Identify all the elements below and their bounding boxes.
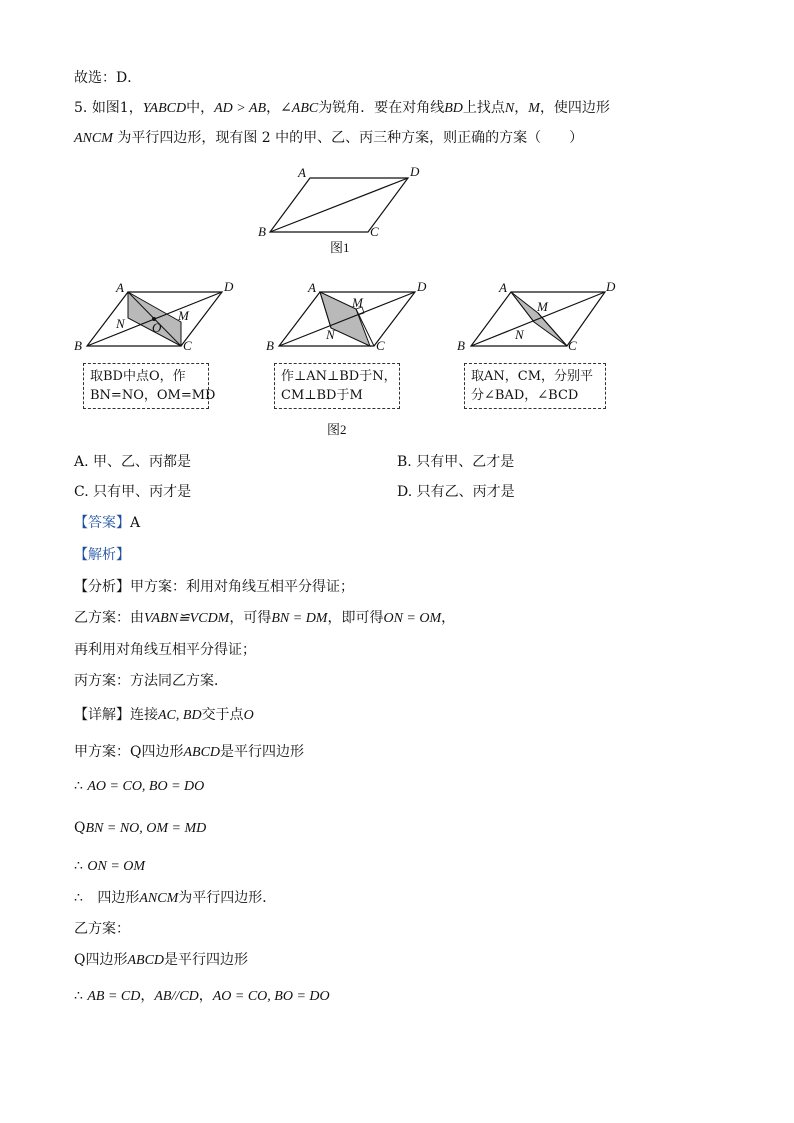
math-ab-parallel-cd: AB//CD: [154, 989, 199, 1004]
math-ab-cd: AB = CD: [87, 989, 141, 1004]
yi-method-line-1: 作⊥AN⊥BD于N，: [281, 369, 397, 384]
fig1-label-d: D: [410, 164, 420, 179]
because-symbol: Q: [74, 952, 86, 968]
jia-label-n: N: [116, 316, 125, 331]
separator: ，: [514, 100, 529, 116]
jia-text: 是平行四边形: [220, 744, 305, 760]
separator: ，: [140, 988, 155, 1004]
question-text: 中，: [186, 100, 215, 116]
jia-method-line-2: BN=NO，OM=MD: [90, 388, 216, 403]
fig1-label-a: A: [298, 165, 306, 180]
answer-previous: 故选：D．: [74, 70, 142, 86]
math-eq1: AO = CO, BO = DO: [87, 779, 205, 794]
fenxi-text: 甲方案：利用对角线互相平分得证；: [130, 579, 354, 595]
answer-value: A: [130, 515, 141, 531]
separator: ，: [198, 988, 213, 1004]
because-symbol: Q: [74, 820, 86, 836]
option-b[interactable]: B. 只有甲、乙才是: [397, 454, 515, 470]
question-text: 为锐角．要在对角线: [318, 100, 445, 116]
question-text: 如图1，: [91, 100, 143, 116]
math-on-om: ON = OM: [383, 611, 442, 626]
jia-label-a: A: [116, 280, 124, 295]
detail-label: 【详解】: [74, 707, 130, 723]
math-angle-abc: ∠ABC: [280, 101, 319, 116]
conclusion-text: 为平行四边形．: [178, 890, 277, 906]
yi-label-b: B: [266, 338, 274, 353]
question-text: ，使四边形: [539, 100, 610, 116]
yi-given-text: 四边形: [85, 952, 128, 968]
because-symbol: Q: [130, 744, 142, 760]
figure-1: [258, 164, 420, 255]
bing-label-c: C: [568, 338, 577, 353]
math-ancm: ANCM: [74, 131, 113, 146]
jia-method-line-1: 取BD中点O，作: [90, 369, 186, 384]
jia-label-b: B: [74, 338, 82, 353]
option-d[interactable]: D. 只有乙、丙才是: [397, 484, 515, 500]
bing-label-n: N: [515, 327, 524, 342]
eq3-line: [74, 856, 145, 877]
jia-label-m: M: [178, 308, 189, 323]
analysis-label: 【解析】: [74, 547, 130, 563]
math-bn-dm: BN = DM: [271, 611, 328, 626]
separator: ，: [266, 100, 281, 116]
eq1-line: [74, 776, 204, 797]
jia-head: 甲方案：: [74, 744, 130, 760]
math-abcd: ABCD: [127, 953, 165, 968]
question-text: 为平行四边形，现有图 2 中的甲、乙、丙三种方案，则正确的方案（ ）: [117, 130, 584, 146]
math-ac-bd: AC, BD: [158, 708, 202, 723]
answer-label: 【答案】: [74, 515, 130, 531]
math-ao-co-bo-do: AO = CO, BO = DO: [212, 989, 330, 1004]
bing-label-d: D: [606, 279, 616, 294]
detail-line: [74, 705, 254, 726]
jia-method-box: [83, 363, 216, 409]
conclusion-text: 四边形: [97, 890, 140, 906]
yi-label-n: N: [326, 327, 335, 342]
figure-2-yi: [266, 279, 427, 353]
conclusion-line: [74, 888, 276, 909]
jia-head-line: [74, 742, 304, 763]
fig2-caption: 图2: [327, 422, 347, 437]
yi-analysis-text: 乙方案：由: [74, 610, 144, 626]
therefore-symbol: ∴: [74, 890, 83, 906]
eq2-line: [74, 818, 206, 839]
jia-label-c: C: [183, 338, 192, 353]
math-congruence: VABN≌VCDM: [144, 611, 230, 626]
fig1-label-b: B: [258, 224, 266, 239]
yi-analysis-line-2: 再利用对角线互相平分得证；: [74, 642, 256, 658]
jia-label-o: O: [152, 320, 162, 335]
math-ad-gt-ab: AD > AB: [214, 101, 267, 116]
jia-label-d: D: [224, 279, 234, 294]
bing-method-line-2: 分∠BAD，∠BCD: [471, 388, 579, 403]
analysis-heading: [74, 545, 130, 565]
math-bd: BD: [444, 101, 463, 116]
option-a[interactable]: A. 甲、乙、丙都是: [74, 454, 192, 470]
fenxi-line: [74, 577, 354, 597]
yi-analysis-text: ，可得: [229, 610, 272, 626]
detail-text: 连接: [130, 707, 158, 723]
math-abcd: ABCD: [183, 745, 221, 760]
question-number: 5.: [74, 100, 88, 116]
question-text: 上找点: [462, 100, 505, 116]
detail-text: 交于点: [201, 707, 244, 723]
math-eq3: ON = OM: [87, 859, 146, 874]
yi-given-line: [74, 950, 248, 971]
math-abcd: ABCD: [149, 101, 187, 116]
figure-2-jia: [74, 279, 234, 353]
therefore-symbol: ∴: [74, 778, 83, 794]
math-n: N: [504, 101, 515, 116]
yi-label-c: C: [376, 338, 385, 353]
bing-bisector-cm: [538, 313, 567, 346]
bing-analysis-line: 丙方案：方法同乙方案．: [74, 673, 228, 689]
therefore-symbol: ∴: [74, 858, 83, 874]
bing-method-box: [464, 363, 606, 409]
fenxi-label: 【分析】: [74, 579, 130, 595]
bing-label-b: B: [457, 338, 465, 353]
bing-label-a: A: [499, 280, 507, 295]
yi-analysis-text: ，即可得: [327, 610, 384, 626]
yi-analysis-text: ，: [441, 610, 456, 626]
yi-label-d: D: [417, 279, 427, 294]
jia-text: 四边形: [141, 744, 184, 760]
math-ancm: ANCM: [139, 891, 179, 906]
math-o: O: [243, 708, 254, 723]
figure-2-bing: [457, 279, 616, 353]
fig1-label-c: C: [370, 224, 379, 239]
parallelogram-symbol: Y: [142, 101, 150, 116]
fig1-caption: 图1: [330, 240, 350, 255]
yi-head-line: 乙方案：: [74, 921, 130, 937]
therefore-symbol: ∴: [74, 988, 83, 1004]
bing-method-line-1: 取AN，CM，分别平: [471, 369, 594, 384]
math-m: M: [528, 101, 540, 116]
yi-label-a: A: [308, 280, 316, 295]
yi-method-line-2: CM⊥BD于M: [281, 388, 363, 403]
math-eq2: BN = NO, OM = MD: [85, 821, 207, 836]
answer-line: [74, 513, 140, 533]
option-c[interactable]: C. 只有甲、丙才是: [74, 484, 192, 500]
yi-method-box: [274, 363, 400, 409]
yi-given-text: 是平行四边形: [164, 952, 249, 968]
eq4-line: [74, 986, 330, 1007]
yi-analysis-line: [74, 608, 455, 629]
bing-label-m: M: [537, 299, 548, 314]
yi-label-m: M: [352, 295, 363, 310]
